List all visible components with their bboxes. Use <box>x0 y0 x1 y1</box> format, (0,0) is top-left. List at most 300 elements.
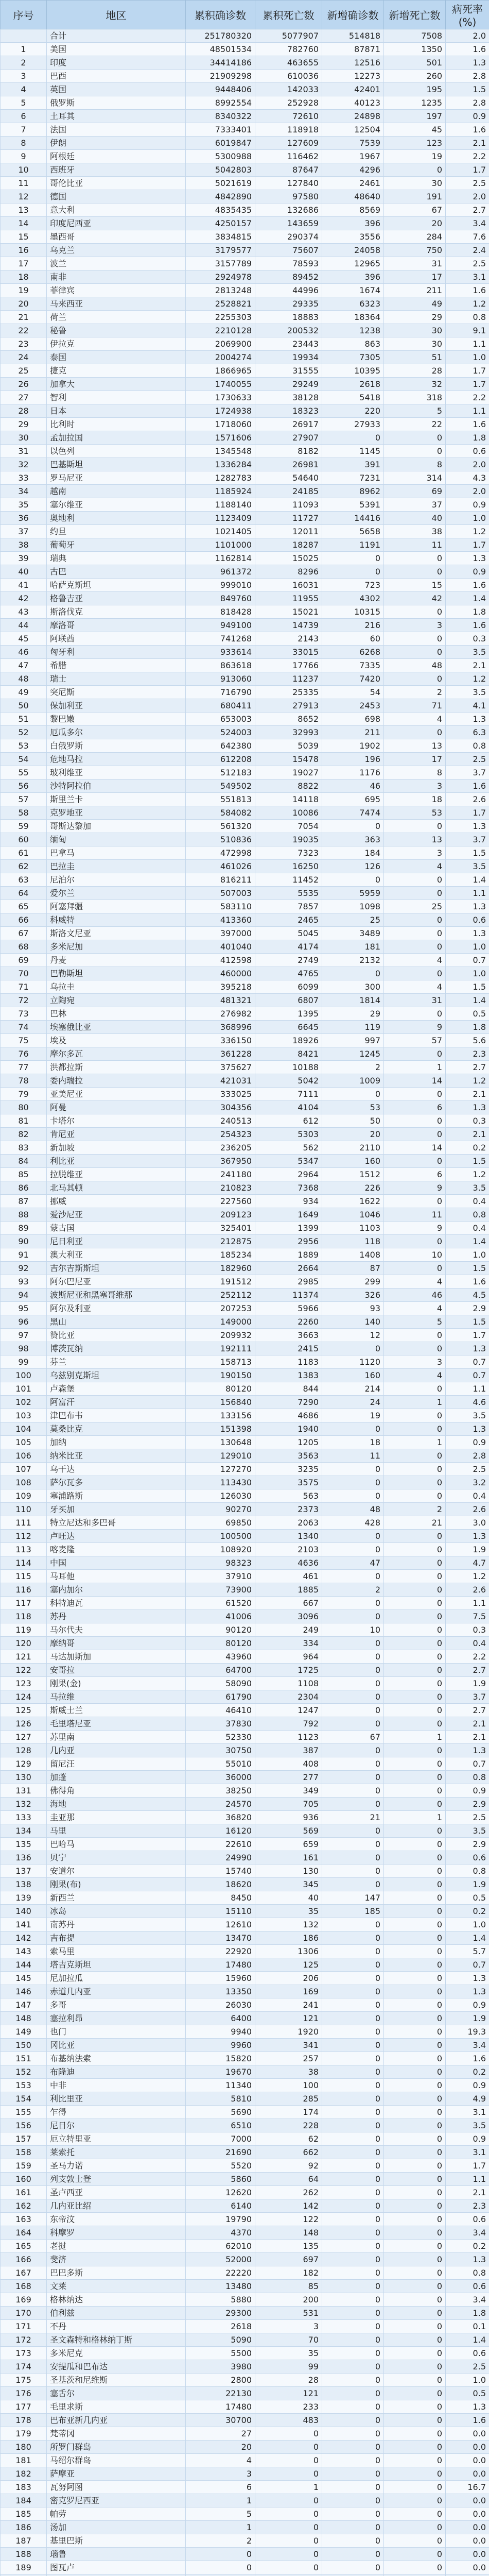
row-total-cases: 8340322 <box>186 110 255 123</box>
table-row <box>1 2454 489 2467</box>
row-fatality-rate: 1.2 <box>446 1570 489 1583</box>
row-new-cases: 220 <box>322 404 384 418</box>
row-fatality-rate: 0.0 <box>446 2534 489 2548</box>
row-new-deaths: 0 <box>384 565 446 579</box>
header-total-deaths: 累积死亡数 <box>255 1 322 29</box>
row-rank: 82 <box>1 1128 47 1141</box>
row-fatality-rate: 1.6 <box>446 123 489 137</box>
row-rank: 5 <box>1 96 47 110</box>
row-new-deaths: 0 <box>384 2481 446 2494</box>
row-new-deaths: 17 <box>384 270 446 284</box>
row-fatality-rate: 1.6 <box>446 779 489 793</box>
row-fatality-rate: 2.1 <box>446 659 489 672</box>
row-region: 基里巴斯 <box>47 2534 186 2548</box>
table-row <box>1 1958 489 1972</box>
row-region: 乌克兰 <box>47 244 186 257</box>
table-row <box>1 2374 489 2387</box>
row-total-cases: 22130 <box>186 2387 255 2400</box>
table-row <box>1 806 489 820</box>
table-row <box>1 1731 489 1744</box>
row-fatality-rate: 1.5 <box>446 846 489 860</box>
row-fatality-rate: 1.8 <box>446 605 489 619</box>
row-new-cases: 196 <box>322 753 384 766</box>
row-rank: 132 <box>1 1798 47 1811</box>
table-row <box>1 2521 489 2534</box>
row-rank: 80 <box>1 1101 47 1114</box>
row-total-deaths: 844 <box>255 1382 322 1396</box>
row-new-deaths: 211 <box>384 284 446 297</box>
row-rank: 175 <box>1 2374 47 2387</box>
table-row <box>1 1503 489 1516</box>
row-total-cases: 2800 <box>186 2374 255 2387</box>
table-row <box>1 391 489 404</box>
row-new-cases: 0 <box>322 1918 384 1931</box>
row-new-deaths: 4 <box>384 713 446 726</box>
row-total-cases: 1188140 <box>186 498 255 512</box>
row-region: 摩尔多瓦 <box>47 1047 186 1061</box>
row-new-cases: 12516 <box>322 56 384 70</box>
row-region: 危地马拉 <box>47 753 186 766</box>
row-total-cases: 3834815 <box>186 230 255 244</box>
row-new-cases: 184 <box>322 846 384 860</box>
table-row <box>1 1664 489 1677</box>
table-row <box>1 632 489 646</box>
row-fatality-rate: 3.5 <box>446 860 489 873</box>
row-rank: 47 <box>1 659 47 672</box>
row-region: 东帝汶 <box>47 2213 186 2226</box>
row-total-cases: 642380 <box>186 739 255 753</box>
row-new-cases: 0 <box>322 1690 384 1704</box>
row-new-cases: 0 <box>322 1771 384 1784</box>
row-new-cases: 5658 <box>322 525 384 538</box>
table-row <box>1 311 489 324</box>
row-region: 马绍尔群岛 <box>47 2454 186 2467</box>
row-new-deaths: 0 <box>384 2467 446 2481</box>
table-row <box>1 873 489 887</box>
row-new-cases: 0 <box>322 1543 384 1556</box>
row-fatality-rate: 0.4 <box>446 1489 489 1503</box>
row-total-cases: 421031 <box>186 1074 255 1088</box>
row-total-cases: 1101000 <box>186 538 255 552</box>
table-row <box>1 2025 489 2039</box>
row-new-deaths: 0 <box>384 2240 446 2253</box>
row-region: 老挝 <box>47 2240 186 2253</box>
row-new-deaths: 0 <box>384 1851 446 1865</box>
row-new-deaths: 0 <box>384 1476 446 1489</box>
row-region: 赞比亚 <box>47 1329 186 1342</box>
row-total-deaths <box>255 2574 322 2576</box>
row-new-deaths: 20 <box>384 217 446 230</box>
row-new-cases <box>322 2574 384 2576</box>
row-new-deaths: 0 <box>384 2146 446 2159</box>
row-rank: 183 <box>1 2481 47 2494</box>
table-row <box>1 2280 489 2293</box>
row-fatality-rate: 1.3 <box>446 713 489 726</box>
row-new-deaths: 1 <box>384 1731 446 1744</box>
row-total-cases: 61520 <box>186 1597 255 1610</box>
row-new-deaths: 11 <box>384 1208 446 1222</box>
row-total-deaths: 132 <box>255 1918 322 1931</box>
row-rank: 122 <box>1 1664 47 1677</box>
row-total-deaths: 40 <box>255 1891 322 1905</box>
row-region: 塞尔维亚 <box>47 498 186 512</box>
row-rank: 64 <box>1 887 47 900</box>
row-total-cases: 368996 <box>186 1021 255 1034</box>
table-row <box>1 1195 489 1208</box>
row-new-cases: 0 <box>322 2226 384 2240</box>
row-new-cases: 2 <box>322 1583 384 1597</box>
table-row <box>1 1436 489 1449</box>
row-fatality-rate: 1.7 <box>446 538 489 552</box>
row-region: 塞浦路斯 <box>47 1489 186 1503</box>
row-new-deaths: 0 <box>384 2374 446 2387</box>
row-new-cases: 0 <box>322 1677 384 1690</box>
row-region: 蒙古国 <box>47 1222 186 1235</box>
row-total-cases: 0 <box>186 2561 255 2574</box>
row-total-cases: 612208 <box>186 753 255 766</box>
row-new-cases: 60 <box>322 632 384 646</box>
row-total-deaths: 2260 <box>255 1315 322 1329</box>
row-region: 多米尼克 <box>47 2347 186 2360</box>
row-fatality-rate: 4.5 <box>446 1289 489 1302</box>
row-total-deaths: 18287 <box>255 538 322 552</box>
table-row <box>1 2092 489 2106</box>
row-new-cases: 0 <box>322 1422 384 1436</box>
row-fatality-rate: 0.0 <box>446 2507 489 2521</box>
row-fatality-rate: 0.0 <box>446 2467 489 2481</box>
row-fatality-rate: 0.8 <box>446 311 489 324</box>
row-fatality-rate: 2.9 <box>446 1798 489 1811</box>
row-total-deaths: 233 <box>255 2400 322 2414</box>
row-total-deaths: 8822 <box>255 779 322 793</box>
row-new-cases: 0 <box>322 2387 384 2400</box>
row-total-deaths: 5042 <box>255 1074 322 1088</box>
table-row <box>1 378 489 391</box>
row-total-cases: 37830 <box>186 1717 255 1731</box>
row-total-cases: 1740055 <box>186 378 255 391</box>
row-total-deaths: 72610 <box>255 110 322 123</box>
row-total-deaths: 35 <box>255 2347 322 2360</box>
row-total-cases: 680411 <box>186 699 255 713</box>
row-fatality-rate: 3.7 <box>446 766 489 779</box>
row-total-cases: 1730633 <box>186 391 255 404</box>
row-new-cases: 87 <box>322 1262 384 1275</box>
row-rank: 1 <box>1 43 47 56</box>
row-total-deaths: 262 <box>255 2186 322 2199</box>
row-total-cases: 15820 <box>186 2052 255 2065</box>
row-total-cases: 4 <box>186 2454 255 2467</box>
row-rank: 30 <box>1 431 47 445</box>
row-fatality-rate: 0.6 <box>446 2347 489 2360</box>
row-total-cases: 130648 <box>186 1436 255 1449</box>
row-new-deaths: 0 <box>384 1610 446 1623</box>
row-fatality-rate: 6.3 <box>446 726 489 739</box>
row-region: 乌拉圭 <box>47 980 186 994</box>
row-new-cases: 0 <box>322 1570 384 1583</box>
row-new-deaths: 0 <box>384 1838 446 1851</box>
row-new-cases: 300 <box>322 980 384 994</box>
table-row <box>1 2400 489 2414</box>
table-row <box>1 779 489 793</box>
row-region: 尼泊尔 <box>47 873 186 887</box>
row-total-cases: 191512 <box>186 1275 255 1289</box>
row-region: 图瓦卢 <box>47 2561 186 2574</box>
row-new-deaths: 4 <box>384 954 446 967</box>
row-fatality-rate: 0.5 <box>446 2387 489 2400</box>
row-total-deaths: 118918 <box>255 123 322 137</box>
row-region: 斯洛伐克 <box>47 605 186 619</box>
row-region: 拉脱维亚 <box>47 1168 186 1181</box>
row-total-cases: 254323 <box>186 1128 255 1141</box>
row-total-cases: 11340 <box>186 2079 255 2092</box>
row-region: 德国 <box>47 190 186 204</box>
row-total-cases: 64700 <box>186 1664 255 1677</box>
row-new-deaths: 0 <box>384 2320 446 2333</box>
row-region: 马里 <box>47 1824 186 1838</box>
row-rank: 133 <box>1 1811 47 1824</box>
row-region: 瑙鲁 <box>47 2548 186 2561</box>
row-rank: 104 <box>1 1422 47 1436</box>
row-region: 卡塔尔 <box>47 1114 186 1128</box>
row-region: 索马里 <box>47 1945 186 1958</box>
row-new-deaths: 2 <box>384 686 446 699</box>
row-total-deaths: 186 <box>255 1931 322 1945</box>
row-new-deaths: 0 <box>384 2347 446 2360</box>
row-new-deaths: 0 <box>384 1047 446 1061</box>
row-total-cases: 62010 <box>186 2240 255 2253</box>
row-region: 英国 <box>47 83 186 96</box>
row-rank: 178 <box>1 2414 47 2427</box>
row-new-cases: 0 <box>322 2548 384 2561</box>
row-total-deaths: 6099 <box>255 980 322 994</box>
row-fatality-rate: 16.7 <box>446 2481 489 2494</box>
row-region: 瓦努阿图 <box>47 2481 186 2494</box>
row-total-deaths: 19934 <box>255 351 322 364</box>
row-new-deaths: 0 <box>384 2561 446 2574</box>
row-region: 伊朗 <box>47 137 186 150</box>
row-region: 科摩罗 <box>47 2226 186 2240</box>
row-region: 爱尔兰 <box>47 887 186 900</box>
row-region: 圣文森特和格林纳丁斯 <box>47 2333 186 2347</box>
row-rank: 51 <box>1 713 47 726</box>
row-rank: 141 <box>1 1918 47 1931</box>
row-new-cases: 0 <box>322 1985 384 1998</box>
row-total-deaths: 125 <box>255 1958 322 1972</box>
row-total-cases: 510836 <box>186 833 255 846</box>
row-region: 巴拿马 <box>47 846 186 860</box>
row-total-cases: 9960 <box>186 2039 255 2052</box>
row-total-cases: 2069900 <box>186 337 255 351</box>
row-new-deaths: 0 <box>384 2039 446 2052</box>
row-total-cases: 2924978 <box>186 270 255 284</box>
row-total-cases: 333025 <box>186 1088 255 1101</box>
row-fatality-rate: 1.6 <box>446 43 489 56</box>
row-new-deaths: 0 <box>384 163 446 177</box>
row-new-deaths: 0 <box>384 2253 446 2266</box>
table-row <box>1 1690 489 1704</box>
row-rank: 6 <box>1 110 47 123</box>
row-new-cases: 0 <box>322 2039 384 2052</box>
row-rank: 121 <box>1 1650 47 1664</box>
row-region: 萨尔瓦多 <box>47 1476 186 1489</box>
row-rank: 75 <box>1 1034 47 1047</box>
row-region: 阿富汗 <box>47 1396 186 1409</box>
row-region: 卢旺达 <box>47 1530 186 1543</box>
row-total-cases: 3179577 <box>186 244 255 257</box>
row-fatality-rate: 0.4 <box>446 1637 489 1650</box>
row-new-deaths: 67 <box>384 204 446 217</box>
row-total-cases: 1 <box>186 2494 255 2507</box>
row-fatality-rate: 1.3 <box>446 927 489 940</box>
row-fatality-rate: 2.6 <box>446 793 489 806</box>
table-row <box>1 980 489 994</box>
row-new-deaths: 11 <box>384 538 446 552</box>
row-fatality-rate: 2.5 <box>446 2360 489 2374</box>
row-new-cases: 1674 <box>322 284 384 297</box>
row-fatality-rate: 2.8 <box>446 96 489 110</box>
row-new-deaths: 0 <box>384 2226 446 2240</box>
row-new-deaths: 0 <box>384 2132 446 2146</box>
row-region: 苏里南 <box>47 1731 186 1744</box>
row-region: 南非 <box>47 270 186 284</box>
row-total-cases: 12620 <box>186 2186 255 2199</box>
row-region: 秘鲁 <box>47 324 186 337</box>
row-new-cases: 160 <box>322 1155 384 1168</box>
row-fatality-rate: 0.0 <box>446 2494 489 2507</box>
row-fatality-rate: 2.5 <box>446 1811 489 1824</box>
row-new-cases: 12 <box>322 1329 384 1342</box>
row-rank: 138 <box>1 1878 47 1891</box>
row-total-deaths: 182 <box>255 2266 322 2280</box>
row-rank: 118 <box>1 1610 47 1623</box>
table-row <box>1 2039 489 2052</box>
table-row <box>1 846 489 860</box>
row-total-deaths: 5303 <box>255 1128 322 1141</box>
table-row <box>1 913 489 927</box>
row-rank: 79 <box>1 1088 47 1101</box>
row-fatality-rate: 1.6 <box>446 2414 489 2427</box>
row-rank: 39 <box>1 552 47 565</box>
table-row <box>1 1034 489 1047</box>
row-new-cases: 7474 <box>322 806 384 820</box>
row-fatality-rate: 3.5 <box>446 686 489 699</box>
table-row <box>1 565 489 579</box>
row-fatality-rate: 1.3 <box>446 820 489 833</box>
row-rank: 171 <box>1 2320 47 2333</box>
row-total-deaths: 1885 <box>255 1583 322 1597</box>
row-region: 黑山 <box>47 1315 186 1329</box>
row-rank: 109 <box>1 1489 47 1503</box>
row-new-deaths: 0 <box>384 1449 446 1463</box>
row-new-deaths: 0 <box>384 1623 446 1637</box>
row-new-cases: 997 <box>322 1034 384 1047</box>
row-total-cases: 13470 <box>186 1931 255 1945</box>
row-region: 阿根廷 <box>47 150 186 163</box>
row-rank: 166 <box>1 2253 47 2266</box>
table-row <box>1 418 489 431</box>
row-fatality-rate: 1.6 <box>446 1275 489 1289</box>
row-new-deaths: 0 <box>384 2012 446 2025</box>
row-new-cases: 0 <box>322 1342 384 1355</box>
row-fatality-rate: 0.8 <box>446 739 489 753</box>
table-row <box>1 2253 489 2266</box>
row-region: 智利 <box>47 391 186 404</box>
table-row <box>1 2293 489 2307</box>
table-row <box>1 230 489 244</box>
row-new-cases: 0 <box>322 873 384 887</box>
row-rank: 147 <box>1 1998 47 2012</box>
row-total-cases: 209932 <box>186 1329 255 1342</box>
row-new-cases: 0 <box>322 2494 384 2507</box>
row-total-cases: 460000 <box>186 967 255 980</box>
row-total-deaths: 2749 <box>255 954 322 967</box>
row-total-cases: 2 <box>186 2534 255 2548</box>
row-new-deaths: 40 <box>384 512 446 525</box>
row-new-deaths: 0 <box>384 726 446 739</box>
row-fatality-rate: 4.7 <box>446 1556 489 1570</box>
row-new-cases: 7420 <box>322 672 384 686</box>
row-region: 伯利兹 <box>47 2307 186 2320</box>
row-new-deaths: 0 <box>384 1891 446 1905</box>
row-fatality-rate: 0.9 <box>446 565 489 579</box>
row-rank: 114 <box>1 1556 47 1570</box>
row-total-deaths: 387 <box>255 1744 322 1757</box>
row-fatality-rate: 1.8 <box>446 431 489 445</box>
row-total-cases: 185234 <box>186 1248 255 1262</box>
row-total-deaths: 277 <box>255 1771 322 1784</box>
row-fatality-rate: 1.3 <box>446 1530 489 1543</box>
row-new-deaths: 314 <box>384 471 446 485</box>
row-new-deaths: 1 <box>384 1811 446 1824</box>
row-region: 越南 <box>47 485 186 498</box>
table-row <box>1 1637 489 1650</box>
row-region: 摩洛哥 <box>47 619 186 632</box>
row-total-cases: 5500 <box>186 2347 255 2360</box>
row-rank: 8 <box>1 137 47 150</box>
row-region: 捷克 <box>47 364 186 378</box>
row-rank: 108 <box>1 1476 47 1489</box>
row-total-deaths: 5045 <box>255 927 322 940</box>
row-fatality-rate: 0.6 <box>446 2213 489 2226</box>
row-new-cases: 0 <box>322 1530 384 1543</box>
table-row <box>1 1583 489 1597</box>
row-new-deaths: 0 <box>384 927 446 940</box>
row-rank: 40 <box>1 565 47 579</box>
row-total-cases: 949100 <box>186 619 255 632</box>
table-row <box>1 2186 489 2199</box>
row-fatality-rate: 1.2 <box>446 1168 489 1181</box>
table-row <box>1 83 489 96</box>
row-total-deaths: 17766 <box>255 659 322 672</box>
row-total-deaths: 7111 <box>255 1088 322 1101</box>
row-new-deaths: 123 <box>384 137 446 150</box>
row-region: 安提瓜和巴布达 <box>47 2360 186 2374</box>
row-rank: 41 <box>1 579 47 592</box>
row-rank: 120 <box>1 1637 47 1650</box>
row-rank: 46 <box>1 646 47 659</box>
row-fatality-rate: 3.7 <box>446 1690 489 1704</box>
row-total-cases: 22610 <box>186 1838 255 1851</box>
row-new-cases: 50 <box>322 1114 384 1128</box>
row-new-deaths: 0 <box>384 1114 446 1128</box>
row-total-cases: 1345548 <box>186 445 255 458</box>
row-new-deaths: 0 <box>384 2186 446 2199</box>
row-fatality-rate: 1.9 <box>446 1878 489 1891</box>
row-fatality-rate: 1.7 <box>446 163 489 177</box>
row-new-deaths: 0 <box>384 2199 446 2213</box>
row-total-deaths: 32993 <box>255 726 322 739</box>
table-row <box>1 1905 489 1918</box>
